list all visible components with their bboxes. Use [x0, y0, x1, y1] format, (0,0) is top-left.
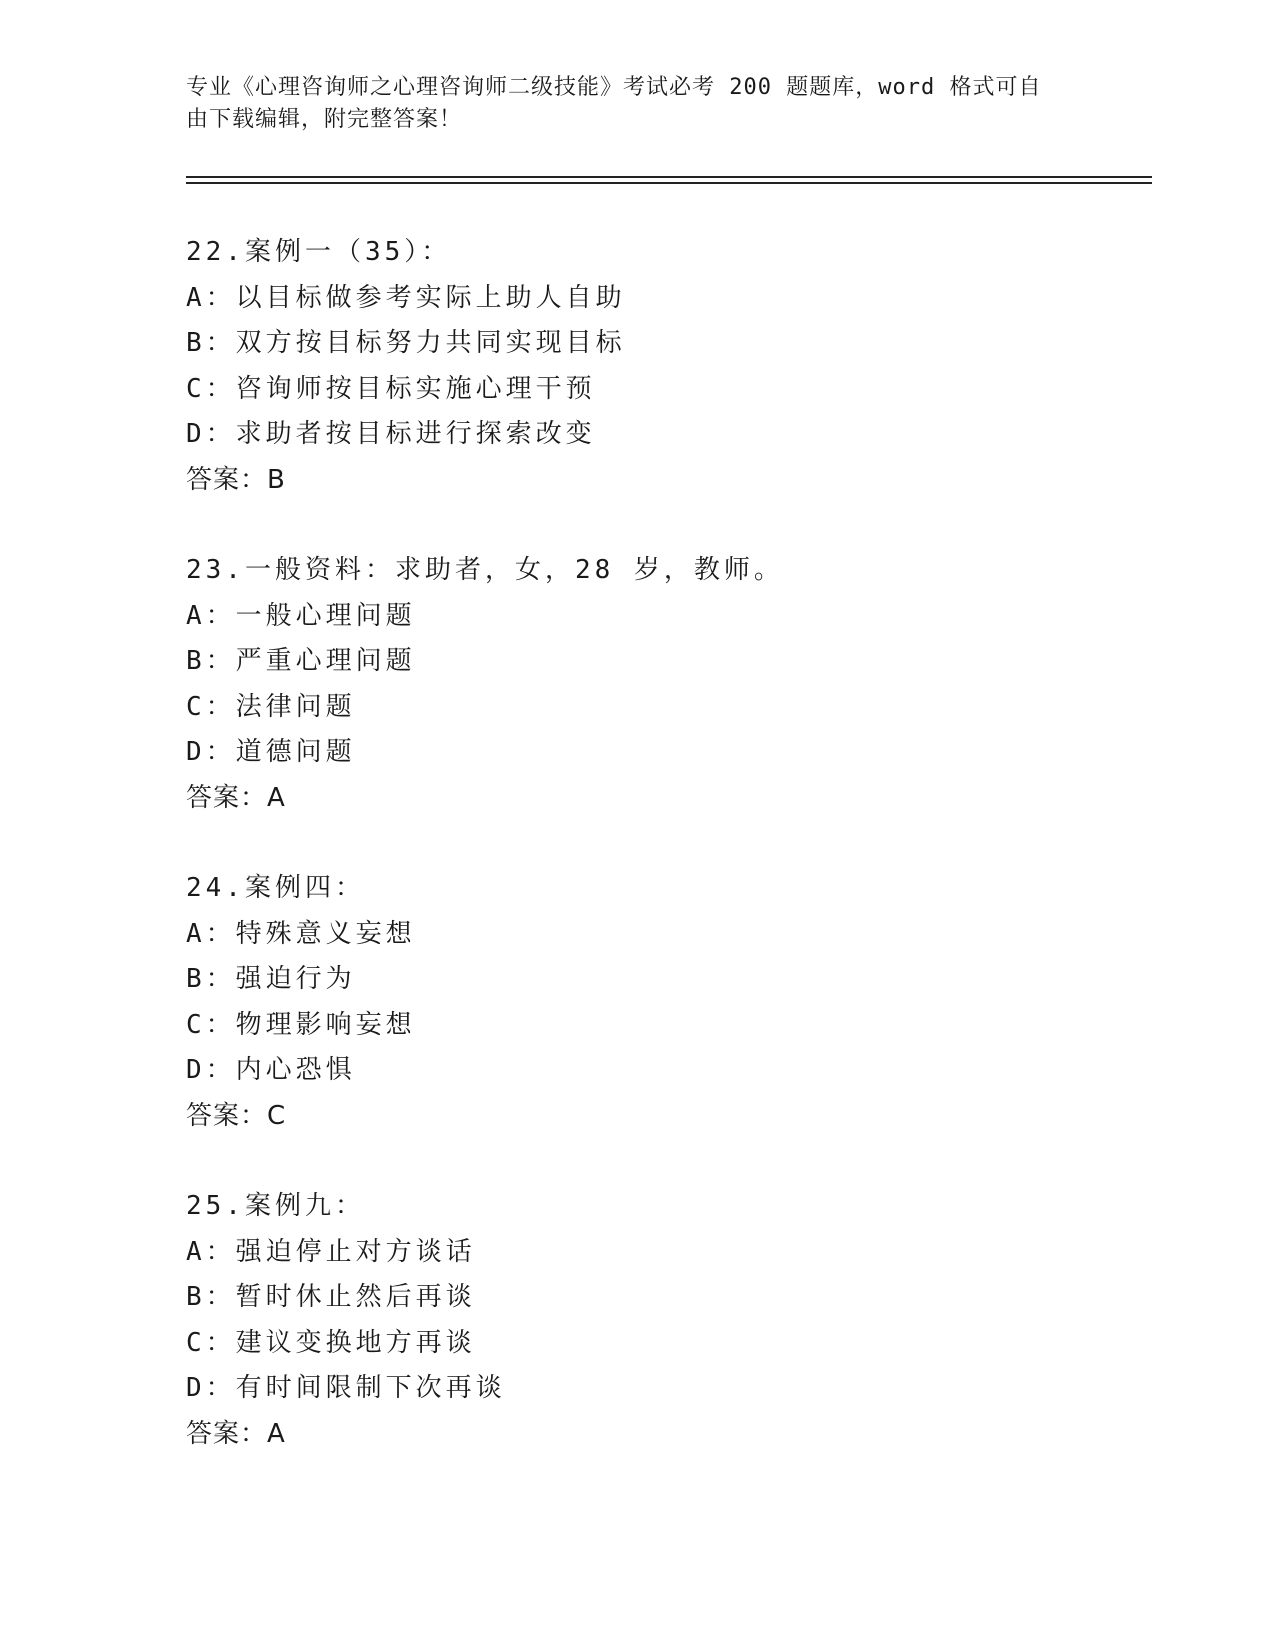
option-a: A：以目标做参考实际上助人自助 — [186, 282, 626, 313]
option-a: A：特殊意义妄想 — [186, 918, 416, 949]
header-line-1: 专业《心理咨询师之心理咨询师二级技能》考试必考 200 题题库，word 格式可自 — [186, 75, 1042, 100]
answer-line: 答案：B — [186, 464, 286, 495]
option-a: A：一般心理问题 — [186, 600, 416, 631]
question-25 — [186, 1184, 1086, 1457]
header-divider-top — [186, 176, 1152, 178]
answer-line: 答案：C — [186, 1100, 287, 1131]
option-d: D：道德问题 — [186, 737, 356, 767]
option-b: B：严重心理问题 — [186, 646, 416, 676]
header-divider-bottom — [186, 182, 1152, 184]
option-c: C：法律问题 — [186, 691, 356, 722]
option-b: B：强迫行为 — [186, 964, 356, 994]
answer-line: 答案：A — [186, 1418, 286, 1449]
option-c: C：物理影响妄想 — [186, 1009, 416, 1040]
question-stem: 22.案例一（35）： — [186, 237, 452, 267]
option-b: B：双方按目标努力共同实现目标 — [186, 328, 626, 358]
question-stem: 23.一般资料：求助者，女，28 岁，教师。 — [186, 555, 784, 585]
question-22 — [186, 230, 1086, 503]
option-a: A：强迫停止对方谈话 — [186, 1236, 476, 1267]
option-c: C：建议变换地方再谈 — [186, 1327, 476, 1358]
question-stem: 25.案例九： — [186, 1191, 365, 1221]
option-d: D：求助者按目标进行探索改变 — [186, 419, 596, 449]
option-c: C：咨询师按目标实施心理干预 — [186, 373, 596, 404]
option-d: D：内心恐惧 — [186, 1055, 356, 1085]
question-24 — [186, 866, 1086, 1139]
option-b: B：暂时休止然后再谈 — [186, 1282, 476, 1312]
header-line-2: 由下载编辑，附完整答案！ — [186, 107, 463, 132]
option-d: D：有时间限制下次再谈 — [186, 1373, 506, 1403]
answer-line: 答案：A — [186, 782, 286, 813]
document-header — [186, 72, 1066, 136]
question-23 — [186, 548, 1086, 821]
question-stem: 24.案例四： — [186, 873, 365, 903]
